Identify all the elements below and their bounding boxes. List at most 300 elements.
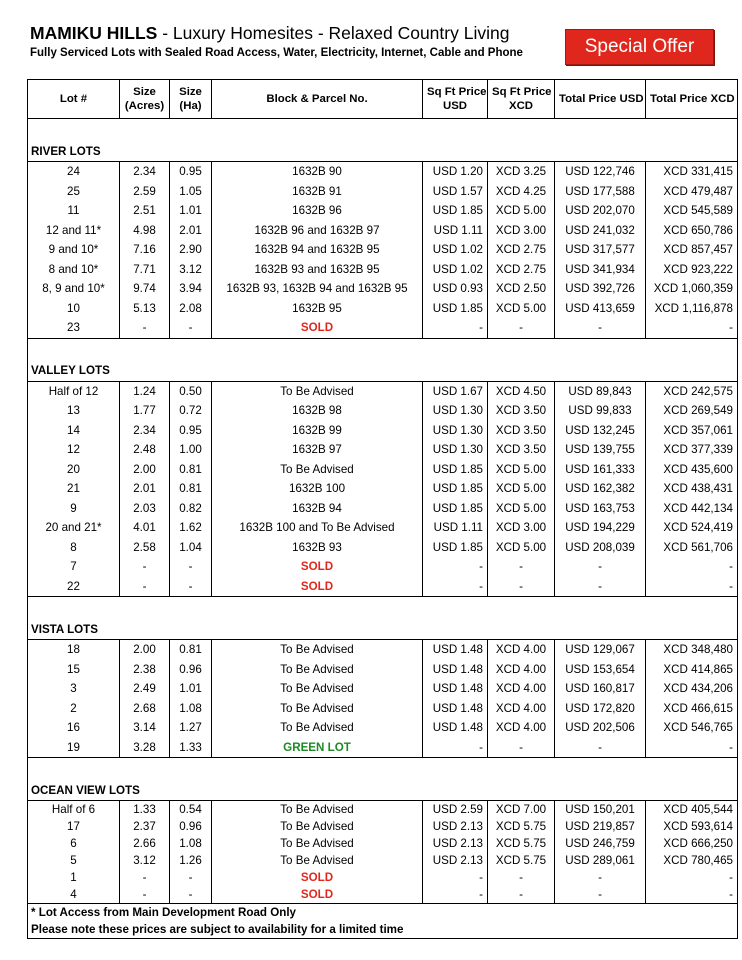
acres-cell: - xyxy=(120,577,170,597)
brand-name: MAMIKU HILLS xyxy=(30,23,158,43)
total-usd-cell: USD 89,843 xyxy=(555,381,646,401)
parcel-cell: 1632B 90 xyxy=(212,162,423,182)
col-ha: Size (Ha) xyxy=(170,80,212,119)
parcel-cell: To Be Advised xyxy=(212,640,423,660)
total-xcd-cell: XCD 438,431 xyxy=(646,479,738,499)
sqft-xcd-cell: XCD 3.00 xyxy=(488,221,555,241)
lot-cell: 20 and 21* xyxy=(28,518,120,538)
lot-cell: 8 and 10* xyxy=(28,260,120,280)
total-xcd-cell: - xyxy=(646,318,738,338)
ha-cell: 1.01 xyxy=(170,679,212,699)
acres-cell: 2.34 xyxy=(120,421,170,441)
spacer-cell xyxy=(28,597,738,620)
lot-cell: 16 xyxy=(28,718,120,738)
sqft-usd-cell: - xyxy=(423,869,488,886)
ha-cell: 0.95 xyxy=(170,421,212,441)
parcel-cell: 1632B 95 xyxy=(212,299,423,319)
sqft-xcd-cell: XCD 3.25 xyxy=(488,162,555,182)
ha-cell: 1.00 xyxy=(170,440,212,460)
lot-cell: Half of 6 xyxy=(28,801,120,819)
section-title: RIVER LOTS xyxy=(28,141,738,162)
section-header-row xyxy=(28,141,738,162)
sqft-usd-cell: USD 0.93 xyxy=(423,279,488,299)
lot-cell: 1 xyxy=(28,869,120,886)
acres-cell: 2.01 xyxy=(120,479,170,499)
table-row xyxy=(28,699,738,719)
acres-cell: 2.66 xyxy=(120,835,170,852)
ha-cell: 0.50 xyxy=(170,381,212,401)
total-usd-cell: - xyxy=(555,557,646,577)
parcel-cell: To Be Advised xyxy=(212,718,423,738)
footnote-access: * Lot Access from Main Development Road Only xyxy=(28,904,738,922)
table-row xyxy=(28,460,738,480)
footnote-row xyxy=(28,904,738,922)
lot-cell: 5 xyxy=(28,852,120,869)
lot-cell: 18 xyxy=(28,640,120,660)
lot-cell: 7 xyxy=(28,557,120,577)
footnote-row xyxy=(28,921,738,939)
lot-cell: 8, 9 and 10* xyxy=(28,279,120,299)
spacer-row xyxy=(28,119,738,142)
parcel-cell: 1632B 93 xyxy=(212,538,423,558)
total-xcd-cell: XCD 435,600 xyxy=(646,460,738,480)
sqft-xcd-cell: - xyxy=(488,869,555,886)
ha-cell: 1.08 xyxy=(170,835,212,852)
acres-cell: 1.24 xyxy=(120,381,170,401)
spacer-row xyxy=(28,758,738,781)
sqft-usd-cell: USD 1.11 xyxy=(423,221,488,241)
acres-cell: - xyxy=(120,869,170,886)
parcel-cell: To Be Advised xyxy=(212,699,423,719)
acres-cell: 3.12 xyxy=(120,852,170,869)
parcel-cell: To Be Advised xyxy=(212,852,423,869)
col-lot: Lot # xyxy=(28,80,120,119)
total-usd-cell: USD 392,726 xyxy=(555,279,646,299)
acres-cell: 2.58 xyxy=(120,538,170,558)
total-usd-cell: USD 99,833 xyxy=(555,401,646,421)
parcel-cell: SOLD xyxy=(212,318,423,338)
total-xcd-cell: XCD 331,415 xyxy=(646,162,738,182)
total-xcd-cell: XCD 546,765 xyxy=(646,718,738,738)
sqft-xcd-cell: XCD 4.00 xyxy=(488,640,555,660)
table-body xyxy=(28,119,738,904)
parcel-cell: To Be Advised xyxy=(212,460,423,480)
sqft-usd-cell: USD 1.85 xyxy=(423,201,488,221)
sqft-xcd-cell: - xyxy=(488,738,555,758)
table-row xyxy=(28,201,738,221)
total-usd-cell: USD 163,753 xyxy=(555,499,646,519)
sqft-xcd-cell: XCD 5.00 xyxy=(488,299,555,319)
parcel-cell: 1632B 100 xyxy=(212,479,423,499)
total-usd-cell: - xyxy=(555,886,646,904)
price-table xyxy=(27,79,738,939)
spacer-row xyxy=(28,338,738,361)
special-offer-badge: Special Offer xyxy=(565,29,714,65)
ha-cell: 0.82 xyxy=(170,499,212,519)
sqft-xcd-cell: - xyxy=(488,577,555,597)
table-row xyxy=(28,318,738,338)
total-xcd-cell: XCD 405,544 xyxy=(646,801,738,819)
sqft-xcd-cell: XCD 2.75 xyxy=(488,260,555,280)
acres-cell: 7.16 xyxy=(120,240,170,260)
sqft-usd-cell: USD 1.30 xyxy=(423,421,488,441)
total-usd-cell: USD 161,333 xyxy=(555,460,646,480)
sqft-xcd-cell: - xyxy=(488,318,555,338)
col-sqft-xcd: Sq Ft Price XCD xyxy=(488,80,555,119)
acres-cell: 1.77 xyxy=(120,401,170,421)
sqft-xcd-cell: XCD 2.50 xyxy=(488,279,555,299)
sqft-xcd-cell: XCD 4.50 xyxy=(488,381,555,401)
ha-cell: 0.54 xyxy=(170,801,212,819)
table-row xyxy=(28,421,738,441)
total-xcd-cell: XCD 434,206 xyxy=(646,679,738,699)
table-row xyxy=(28,886,738,904)
spacer-row xyxy=(28,597,738,620)
section-header-row xyxy=(28,780,738,801)
acres-cell: 2.59 xyxy=(120,182,170,202)
table-row xyxy=(28,299,738,319)
acres-cell: 2.68 xyxy=(120,699,170,719)
sqft-xcd-cell: XCD 4.00 xyxy=(488,660,555,680)
sqft-xcd-cell: XCD 4.00 xyxy=(488,699,555,719)
lot-cell: 6 xyxy=(28,835,120,852)
sqft-usd-cell: USD 1.85 xyxy=(423,460,488,480)
subtitle: Fully Serviced Lots with Sealed Road Access, Water, Electricity, Internet, Cable and Phone xyxy=(30,47,523,59)
sqft-usd-cell: - xyxy=(423,577,488,597)
ha-cell: 1.01 xyxy=(170,201,212,221)
sqft-xcd-cell: XCD 2.75 xyxy=(488,240,555,260)
table-row xyxy=(28,240,738,260)
total-usd-cell: USD 172,820 xyxy=(555,699,646,719)
acres-cell: 7.71 xyxy=(120,260,170,280)
total-xcd-cell: XCD 479,487 xyxy=(646,182,738,202)
acres-cell: 2.00 xyxy=(120,460,170,480)
total-xcd-cell: XCD 650,786 xyxy=(646,221,738,241)
ha-cell: - xyxy=(170,557,212,577)
acres-cell: 2.38 xyxy=(120,660,170,680)
ha-cell: 0.81 xyxy=(170,640,212,660)
lot-cell: 22 xyxy=(28,577,120,597)
table-row xyxy=(28,577,738,597)
total-xcd-cell: XCD 466,615 xyxy=(646,699,738,719)
total-usd-cell: USD 241,032 xyxy=(555,221,646,241)
acres-cell: 4.01 xyxy=(120,518,170,538)
spacer-cell xyxy=(28,758,738,781)
acres-cell: 2.48 xyxy=(120,440,170,460)
acres-cell: 2.37 xyxy=(120,818,170,835)
sqft-usd-cell: USD 2.13 xyxy=(423,818,488,835)
sqft-usd-cell: USD 1.67 xyxy=(423,381,488,401)
table-row xyxy=(28,818,738,835)
total-usd-cell: USD 219,857 xyxy=(555,818,646,835)
table-row xyxy=(28,381,738,401)
total-usd-cell: USD 150,201 xyxy=(555,801,646,819)
sqft-usd-cell: USD 1.85 xyxy=(423,538,488,558)
lot-cell: 12 xyxy=(28,440,120,460)
sqft-usd-cell: USD 1.30 xyxy=(423,440,488,460)
ha-cell: - xyxy=(170,886,212,904)
total-xcd-cell: XCD 857,457 xyxy=(646,240,738,260)
ha-cell: - xyxy=(170,869,212,886)
sqft-usd-cell: USD 1.02 xyxy=(423,260,488,280)
table-row xyxy=(28,718,738,738)
parcel-cell: 1632B 99 xyxy=(212,421,423,441)
sqft-xcd-cell: XCD 7.00 xyxy=(488,801,555,819)
spacer-cell xyxy=(28,119,738,142)
total-xcd-cell: XCD 357,061 xyxy=(646,421,738,441)
lot-cell: 25 xyxy=(28,182,120,202)
section-title: VALLEY LOTS xyxy=(28,361,738,382)
section-title: VISTA LOTS xyxy=(28,619,738,640)
table-row xyxy=(28,162,738,182)
sqft-xcd-cell: XCD 5.00 xyxy=(488,538,555,558)
ha-cell: 2.90 xyxy=(170,240,212,260)
ha-cell: 3.12 xyxy=(170,260,212,280)
parcel-cell: SOLD xyxy=(212,577,423,597)
total-xcd-cell: - xyxy=(646,577,738,597)
ha-cell: 1.08 xyxy=(170,699,212,719)
sqft-xcd-cell: XCD 3.00 xyxy=(488,518,555,538)
total-usd-cell: USD 202,506 xyxy=(555,718,646,738)
lot-cell: 15 xyxy=(28,660,120,680)
ha-cell: 0.96 xyxy=(170,818,212,835)
sqft-usd-cell: USD 2.13 xyxy=(423,852,488,869)
sqft-xcd-cell: - xyxy=(488,557,555,577)
parcel-cell: 1632B 100 and To Be Advised xyxy=(212,518,423,538)
total-usd-cell: USD 202,070 xyxy=(555,201,646,221)
ha-cell: 2.01 xyxy=(170,221,212,241)
section-header-row xyxy=(28,619,738,640)
sqft-xcd-cell: XCD 5.75 xyxy=(488,835,555,852)
table-row xyxy=(28,660,738,680)
acres-cell: 2.49 xyxy=(120,679,170,699)
parcel-cell: SOLD xyxy=(212,557,423,577)
parcel-cell: 1632B 96 xyxy=(212,201,423,221)
table-row xyxy=(28,801,738,819)
parcel-cell: 1632B 93, 1632B 94 and 1632B 95 xyxy=(212,279,423,299)
total-xcd-cell: XCD 561,706 xyxy=(646,538,738,558)
ha-cell: 2.08 xyxy=(170,299,212,319)
ha-cell: 0.81 xyxy=(170,479,212,499)
acres-cell: 2.51 xyxy=(120,201,170,221)
sqft-xcd-cell: XCD 3.50 xyxy=(488,421,555,441)
sqft-usd-cell: USD 1.48 xyxy=(423,718,488,738)
section-header-row xyxy=(28,361,738,382)
total-usd-cell: USD 177,588 xyxy=(555,182,646,202)
ha-cell: 0.81 xyxy=(170,460,212,480)
parcel-cell: 1632B 93 and 1632B 95 xyxy=(212,260,423,280)
total-usd-cell: USD 341,934 xyxy=(555,260,646,280)
sqft-usd-cell: USD 1.48 xyxy=(423,699,488,719)
lot-cell: 4 xyxy=(28,886,120,904)
ha-cell: 1.05 xyxy=(170,182,212,202)
ha-cell: 1.26 xyxy=(170,852,212,869)
table-row xyxy=(28,869,738,886)
acres-cell: 2.00 xyxy=(120,640,170,660)
sqft-usd-cell: USD 1.02 xyxy=(423,240,488,260)
total-usd-cell: USD 129,067 xyxy=(555,640,646,660)
total-xcd-cell: XCD 524,419 xyxy=(646,518,738,538)
table-row xyxy=(28,640,738,660)
table-row xyxy=(28,221,738,241)
ha-cell: 0.95 xyxy=(170,162,212,182)
table-row xyxy=(28,835,738,852)
total-usd-cell: - xyxy=(555,738,646,758)
sqft-usd-cell: USD 1.30 xyxy=(423,401,488,421)
lot-cell: 21 xyxy=(28,479,120,499)
sqft-xcd-cell: XCD 4.25 xyxy=(488,182,555,202)
total-usd-cell: - xyxy=(555,869,646,886)
ha-cell: 1.04 xyxy=(170,538,212,558)
lot-cell: 11 xyxy=(28,201,120,221)
sqft-usd-cell: USD 2.13 xyxy=(423,835,488,852)
ha-cell: - xyxy=(170,577,212,597)
ha-cell: 1.62 xyxy=(170,518,212,538)
total-usd-cell: USD 160,817 xyxy=(555,679,646,699)
sqft-xcd-cell: XCD 3.50 xyxy=(488,440,555,460)
total-xcd-cell: XCD 1,060,359 xyxy=(646,279,738,299)
parcel-cell: GREEN LOT xyxy=(212,738,423,758)
ha-cell: 0.72 xyxy=(170,401,212,421)
lot-cell: 9 xyxy=(28,499,120,519)
sqft-usd-cell: USD 2.59 xyxy=(423,801,488,819)
lot-cell: 12 and 11* xyxy=(28,221,120,241)
lot-cell: 8 xyxy=(28,538,120,558)
sqft-usd-cell: USD 1.57 xyxy=(423,182,488,202)
total-xcd-cell: XCD 666,250 xyxy=(646,835,738,852)
table-row xyxy=(28,279,738,299)
total-xcd-cell: XCD 242,575 xyxy=(646,381,738,401)
total-xcd-cell: - xyxy=(646,869,738,886)
table-row xyxy=(28,260,738,280)
parcel-cell: To Be Advised xyxy=(212,835,423,852)
lot-cell: 20 xyxy=(28,460,120,480)
total-xcd-cell: XCD 1,116,878 xyxy=(646,299,738,319)
parcel-cell: 1632B 94 and 1632B 95 xyxy=(212,240,423,260)
acres-cell: - xyxy=(120,557,170,577)
total-xcd-cell: - xyxy=(646,557,738,577)
sqft-usd-cell: USD 1.85 xyxy=(423,299,488,319)
lot-cell: 10 xyxy=(28,299,120,319)
acres-cell: 5.13 xyxy=(120,299,170,319)
total-usd-cell: USD 194,229 xyxy=(555,518,646,538)
lot-cell: 23 xyxy=(28,318,120,338)
acres-cell: 2.34 xyxy=(120,162,170,182)
parcel-cell: 1632B 91 xyxy=(212,182,423,202)
total-xcd-cell: - xyxy=(646,738,738,758)
parcel-cell: To Be Advised xyxy=(212,801,423,819)
total-xcd-cell: XCD 780,465 xyxy=(646,852,738,869)
acres-cell: 2.03 xyxy=(120,499,170,519)
lot-cell: 9 and 10* xyxy=(28,240,120,260)
total-usd-cell: USD 289,061 xyxy=(555,852,646,869)
sqft-xcd-cell: XCD 5.00 xyxy=(488,499,555,519)
sqft-xcd-cell: XCD 3.50 xyxy=(488,401,555,421)
acres-cell: - xyxy=(120,886,170,904)
total-usd-cell: USD 317,577 xyxy=(555,240,646,260)
col-parcel: Block & Parcel No. xyxy=(212,80,423,119)
total-xcd-cell: XCD 593,614 xyxy=(646,818,738,835)
ha-cell: 1.33 xyxy=(170,738,212,758)
header-row xyxy=(28,80,738,119)
tagline: - Luxury Homesites - Relaxed Country Living xyxy=(157,23,510,43)
lot-cell: Half of 12 xyxy=(28,381,120,401)
footnote-availability: Please note these prices are subject to availability for a limited time xyxy=(31,923,404,936)
parcel-cell: To Be Advised xyxy=(212,818,423,835)
table-row xyxy=(28,679,738,699)
parcel-cell: 1632B 97 xyxy=(212,440,423,460)
sqft-usd-cell: USD 1.20 xyxy=(423,162,488,182)
sqft-xcd-cell: XCD 5.00 xyxy=(488,479,555,499)
table-row xyxy=(28,538,738,558)
total-usd-cell: USD 132,245 xyxy=(555,421,646,441)
ha-cell: 1.27 xyxy=(170,718,212,738)
total-xcd-cell: XCD 269,549 xyxy=(646,401,738,421)
lot-cell: 13 xyxy=(28,401,120,421)
lot-cell: 14 xyxy=(28,421,120,441)
col-total-usd: Total Price USD xyxy=(555,80,646,119)
acres-cell: 4.98 xyxy=(120,221,170,241)
sqft-usd-cell: USD 1.11 xyxy=(423,518,488,538)
parcel-cell: SOLD xyxy=(212,869,423,886)
parcel-cell: To Be Advised xyxy=(212,381,423,401)
total-usd-cell: USD 246,759 xyxy=(555,835,646,852)
total-usd-cell: USD 122,746 xyxy=(555,162,646,182)
table-row xyxy=(28,182,738,202)
parcel-cell: To Be Advised xyxy=(212,679,423,699)
sqft-xcd-cell: XCD 5.75 xyxy=(488,852,555,869)
total-xcd-cell: XCD 923,222 xyxy=(646,260,738,280)
total-usd-cell: - xyxy=(555,318,646,338)
col-sqft-usd: Sq Ft Price USD xyxy=(423,80,488,119)
parcel-cell: 1632B 94 xyxy=(212,499,423,519)
table-row xyxy=(28,401,738,421)
sqft-xcd-cell: XCD 4.00 xyxy=(488,718,555,738)
acres-cell: 9.74 xyxy=(120,279,170,299)
sqft-xcd-cell: XCD 4.00 xyxy=(488,679,555,699)
total-usd-cell: USD 413,659 xyxy=(555,299,646,319)
lot-cell: 19 xyxy=(28,738,120,758)
section-title: OCEAN VIEW LOTS xyxy=(28,780,738,801)
lot-cell: 2 xyxy=(28,699,120,719)
parcel-cell: SOLD xyxy=(212,886,423,904)
total-xcd-cell: XCD 414,865 xyxy=(646,660,738,680)
total-xcd-cell: - xyxy=(646,886,738,904)
total-xcd-cell: XCD 377,339 xyxy=(646,440,738,460)
total-xcd-cell: XCD 545,589 xyxy=(646,201,738,221)
total-usd-cell: USD 139,755 xyxy=(555,440,646,460)
sqft-usd-cell: USD 1.48 xyxy=(423,640,488,660)
parcel-cell: To Be Advised xyxy=(212,660,423,680)
sqft-xcd-cell: XCD 5.75 xyxy=(488,818,555,835)
lot-cell: 17 xyxy=(28,818,120,835)
table-row xyxy=(28,557,738,577)
sqft-xcd-cell: XCD 5.00 xyxy=(488,201,555,221)
total-usd-cell: USD 208,039 xyxy=(555,538,646,558)
sqft-xcd-cell: - xyxy=(488,886,555,904)
parcel-cell: 1632B 98 xyxy=(212,401,423,421)
total-usd-cell: - xyxy=(555,577,646,597)
sqft-usd-cell: USD 1.48 xyxy=(423,679,488,699)
table-row xyxy=(28,738,738,758)
acres-cell: 3.28 xyxy=(120,738,170,758)
ha-cell: 3.94 xyxy=(170,279,212,299)
table-row xyxy=(28,499,738,519)
sqft-usd-cell: - xyxy=(423,557,488,577)
sqft-usd-cell: - xyxy=(423,886,488,904)
sqft-xcd-cell: XCD 5.00 xyxy=(488,460,555,480)
total-xcd-cell: XCD 348,480 xyxy=(646,640,738,660)
